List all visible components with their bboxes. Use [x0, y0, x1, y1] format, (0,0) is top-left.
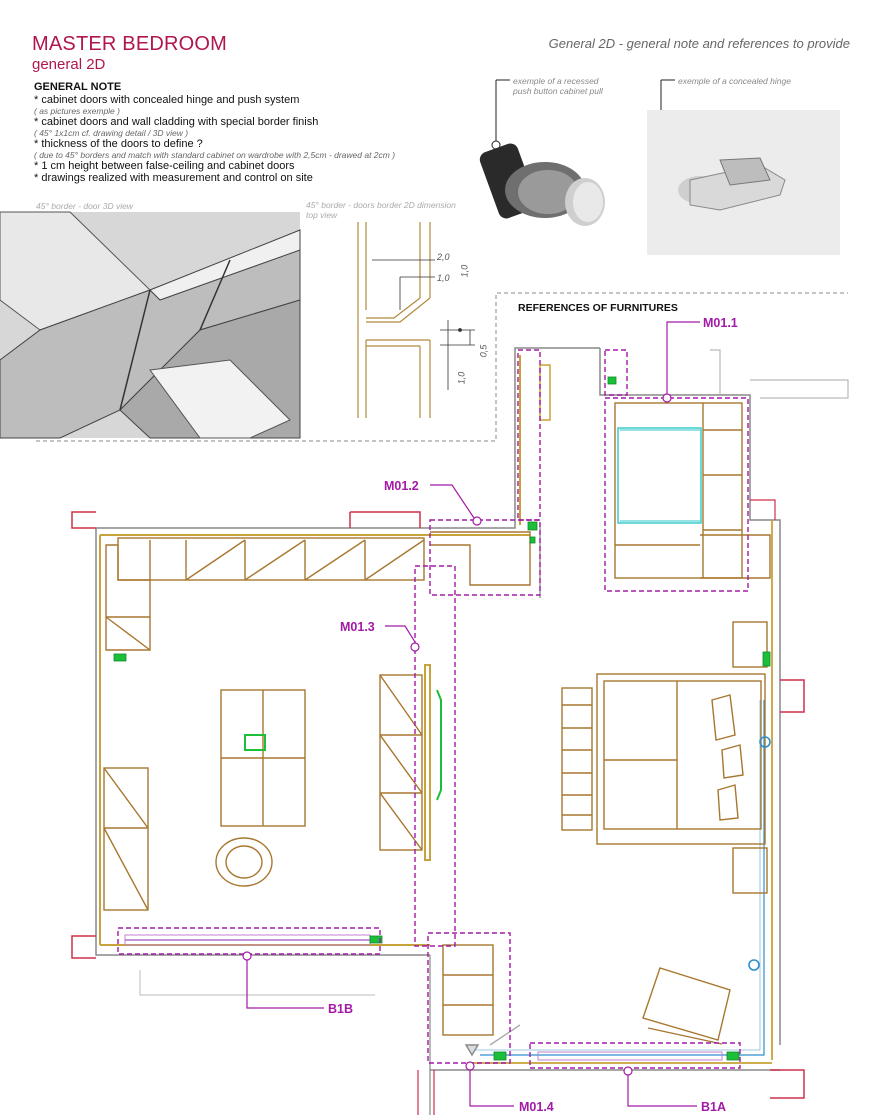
general-note-heading: GENERAL NOTE	[34, 81, 122, 93]
border-3d-caption: 45° border - door 3D view	[36, 201, 133, 211]
note-line: * cabinet doors and wall cladding with special border finish	[34, 116, 319, 128]
note-subline: ( 45° 1x1cm cf. drawing detail / 3D view )	[34, 128, 189, 138]
page-subtitle: general 2D	[32, 56, 106, 73]
references-heading: REFERENCES OF FURNITURES	[518, 302, 678, 314]
dimension-label: 1,0	[459, 264, 470, 278]
dimension-label: 0,5	[478, 344, 489, 358]
hinge-caption: exemple of a concealed hinge	[678, 76, 791, 86]
ref-tag-b1b: B1B	[328, 1002, 354, 1016]
note-line: * cabinet doors with concealed hinge and push system	[34, 94, 300, 106]
sheet-description: General 2D - general note and references to provide	[548, 36, 850, 51]
reference-boxes	[118, 350, 748, 1068]
walls	[72, 348, 848, 1115]
border-2d-caption: 45° border - doors border 2D dimension top view	[306, 200, 456, 220]
ref-tag-m012: M01.2	[384, 479, 419, 493]
push-button-photo	[478, 80, 605, 226]
note-line: * 1 cm height between false-ceiling and cabinet doors	[34, 160, 295, 172]
door-3d-view	[0, 212, 300, 438]
note-line: * drawings realized with measurement and control on site	[34, 172, 313, 184]
dimension-label: 2,0	[437, 252, 450, 262]
ref-tag-m013: M01.3	[340, 620, 375, 634]
note-subline: ( due to 45° borders and match with standard cabinet on wardrobe with 2,5cm - drawed at 2cm )	[34, 150, 396, 160]
door-border-detail	[358, 222, 475, 418]
page-title: MASTER BEDROOM	[32, 33, 228, 55]
ref-tag-m011: M01.1	[703, 316, 738, 330]
ref-tag-b1a: B1A	[701, 1100, 727, 1114]
note-subline: ( as pictures exemple )	[34, 106, 120, 116]
tag-leaders	[243, 322, 700, 1106]
push-pull-caption: exemple of a recessed push button cabinet pull	[513, 76, 603, 96]
note-line: * thickness of the doors to define ?	[34, 138, 203, 150]
ref-tag-m014: M01.4	[519, 1100, 554, 1114]
hinge-photo	[647, 80, 840, 255]
dimension-label: 1,0	[437, 273, 450, 283]
dimension-label: 1,0	[456, 371, 467, 385]
